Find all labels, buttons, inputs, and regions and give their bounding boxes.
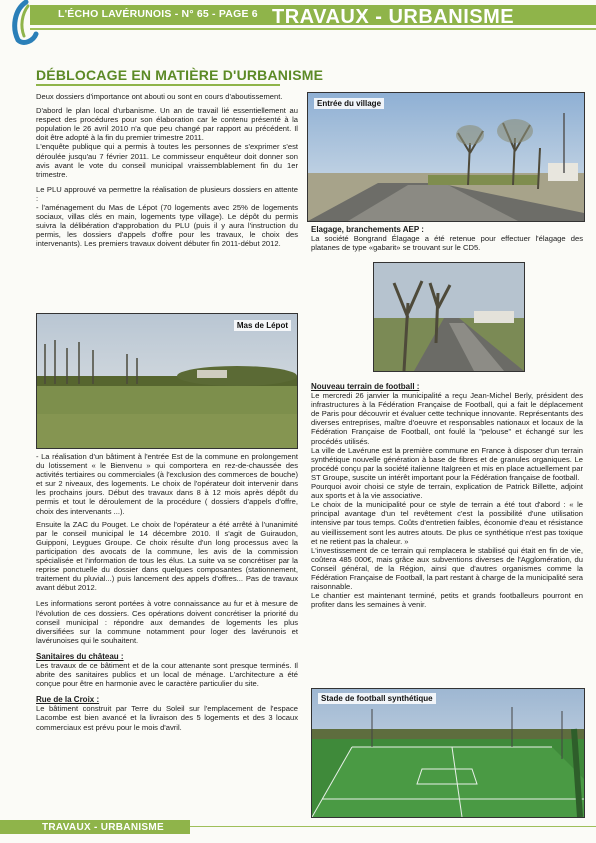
enquete-paragraph: L'enquête publique qui a permis à toutes les personnes de s'exprimer s'est déroulée jusqu'au 7 février 2011. Le commisseur enquêteur doit donner son avis avant le vote du conseil municipal vraissemblablement fin du 1er trimestre. xyxy=(36,142,298,179)
croix-paragraph: Le bâtiment construit par Terre du Soleil sur l'emplacement de l'espace Lacombe est bien avancé et la livraison des 5 logements et des 3 locaux commerciaux est prévu pour le mois d'avril. xyxy=(36,704,298,732)
logo-icon xyxy=(6,0,40,46)
mas-de-lepot-paragraph: - l'aménagement du Mas de Lépot (70 logements avec 25% de logements sociaux, villas clés en main, logements type village). Le dépôt du permis suivra la délibération d'approbation du PLU (puis il y aura l'instruction du permis, les dossiers d'appels d'offre pour les travaux, le choix des intervenants). Les premiers travaux doivent débuter fin 2011-début 2012. xyxy=(36,203,298,249)
elagage-section xyxy=(311,225,583,252)
article-intro xyxy=(36,92,298,249)
batiment-paragraph: - La réalisation d'un bâtiment à l'entrée Est de la commune en prolongement du lotissement « le Bienvenu » qui comportera en rez-de-chaussée des activités tertiaires ou commerciales (à l'exclusion des commerces de bouche) et sur 2 niveaux, des logements. Le choix de l'opérateur doit intervenir dans les prochains jours. Début des travaux dans 8 à 12 mois après dépôt du permis et tout le déroulement de la procédure ( dossiers d'appels d'offre, choix des intervenants ...). xyxy=(36,452,298,516)
page-title: DÉBLOCAGE EN MATIÈRE D'URBANISME xyxy=(36,67,324,83)
football-paragraph-6: Le chantier est maintenant terminé, petits et grands footballeurs pourront en profiter dans les semaines à venir. xyxy=(311,591,583,610)
football-paragraph-1: Le mercredi 26 janvier la municipalité a reçu Jean-Michel Berly, président des infrastructures à la Fédération Française de Football, qui a fait le déplacement de Paris pour découvrir et évaluer cette technique innovante. Représentants des diverses entreprises, maître d'oeuvre et responsables nationaux et locaux de la Fédération Française de Football, ont foulé la "pelouse" et échangé sur les procédés utilisés. xyxy=(311,391,583,446)
plu-paragraph: D'abord le plan local d'urbanisme. Un an de travail lié essentiellement au respect des procédures pour son élaboration car le contenu présenté à la population le 26 avril 2010 n'a que peu changé par rapport au précédent. Il doit être adopté à la fin du premier trimestre 2011. xyxy=(36,106,298,143)
photo-platanes xyxy=(373,262,525,372)
photo-label-entree: Entrée du village xyxy=(314,98,384,109)
plu-approuve-paragraph: Le PLU approuvé va permettre la réalisation de plusieurs dossiers en attente : xyxy=(36,184,298,203)
header-issue: L'ÉCHO LAVÉRUNOIS - N° 65 - PAGE 6 xyxy=(58,8,258,20)
croix-title: Rue de la Croix : xyxy=(36,695,100,705)
photo-label-stade: Stade de football synthétique xyxy=(318,693,436,704)
football-paragraph-4: Le choix de la municipalité pour ce style de terrain a été tout d'abord : « le principal avantage d'un tel revêtement c'est la possibilité d'une utilisation intensive par tous temps. Coûts d'entretien faibles, économie d'eau et résistance au vieillissement sont les autres atouts. De plus ce synthétique n'est pas toxique et ne retient pas la chaleur. » xyxy=(311,500,583,546)
football-paragraph-2: La ville de Lavérune est la première commune en France à disposer d'un terrain synthétique nouvelle génération à base de fibres et de granules organiques. Le procédé conçu par la société italienne Italgreen et mis en place actuellement par ST Groupe, suscite un intérêt important pour la Fédération française de football. xyxy=(311,445,583,482)
header-section: TRAVAUX - URBANISME xyxy=(272,6,515,28)
title-rule xyxy=(36,84,280,86)
football-section xyxy=(311,382,583,609)
football-paragraph-3: Pourquoi avoir choisi ce style de terrain, explication de Patrick Billette, adjoint aux sports et à la vie associative. xyxy=(311,482,583,501)
informations-paragraph: Les informations seront portées à votre connaissance au fur et à mesure de l'évolution de ces dossiers. Ces opérations doivent concrétiser la priorité du conseil municipal : répondre aux demandes de logements les plus diversifiées sur la commune notamment pour loger des lavérunois et lavérunoises qui le souhaitent. xyxy=(36,599,298,645)
sanitaires-title: Sanitaires du château : xyxy=(36,651,124,661)
elagage-paragraph: La société Bongrand Élagage a été retenue pour effectuer l'élagage des platanes de type «gabarit» se trouvant sur le CD5. xyxy=(311,234,583,253)
sanitaires-paragraph: Les travaux de ce bâtiment et de la cour attenante sont presque terminés. Il abrite des sanitaires publics et un local de ménage. L'architecture a été conçue pour être en harmonie avec le caractère particulier du site. xyxy=(36,660,298,689)
zac-paragraph: Ensuite la ZAC du Pouget. Le choix de l'opérateur a été arrêté à l'unanimité par le conseil municipal le 14 décembre 2010. Il s'agit de Guiraudon, Guipponi, Leygues Groupe. Ce choix résulte d'un long processus avec la participation des avocats de la commune, les avis de la commission spécialisée et l'information de tous les élus. La suite va se concrétiser par la reprise ponctuelle du dossier dans quelques composantes (stationnement, traitement du pluvial...) puis lancement des appels d'offres... Pas de travaux avant début 2012. xyxy=(36,519,298,593)
football-paragraph-5: L'investissement de ce terrain qui remplacera le stabilisé qui était en fin de vie, coûtera 485 000€, mais grâce aux subventions diverses de l'Agglomération, du Conseil général, de la Région, ainsi que d'autres organismes comme la Fédération Française de Football, la part restant à charge de la municipalité sera raisonnable. xyxy=(311,545,583,592)
photo-label-mas-de-lepot: Mas de Lépot xyxy=(234,320,291,331)
football-title: Nouveau terrain de football : xyxy=(311,382,420,391)
intro-paragraph: Deux dossiers d'importance ont abouti ou sont en cours d'aboutissement. xyxy=(36,92,283,101)
article-body-2 xyxy=(36,452,298,732)
photo-stade-synthetique xyxy=(311,688,585,818)
footer-rule xyxy=(190,826,596,827)
photo-entree-du-village xyxy=(307,92,585,222)
photo-mas-de-lepot xyxy=(36,313,298,449)
footer-section: TRAVAUX - URBANISME xyxy=(42,822,164,833)
header-rule xyxy=(30,28,596,30)
elagage-title: Elagage, branchements AEP : xyxy=(311,225,424,234)
